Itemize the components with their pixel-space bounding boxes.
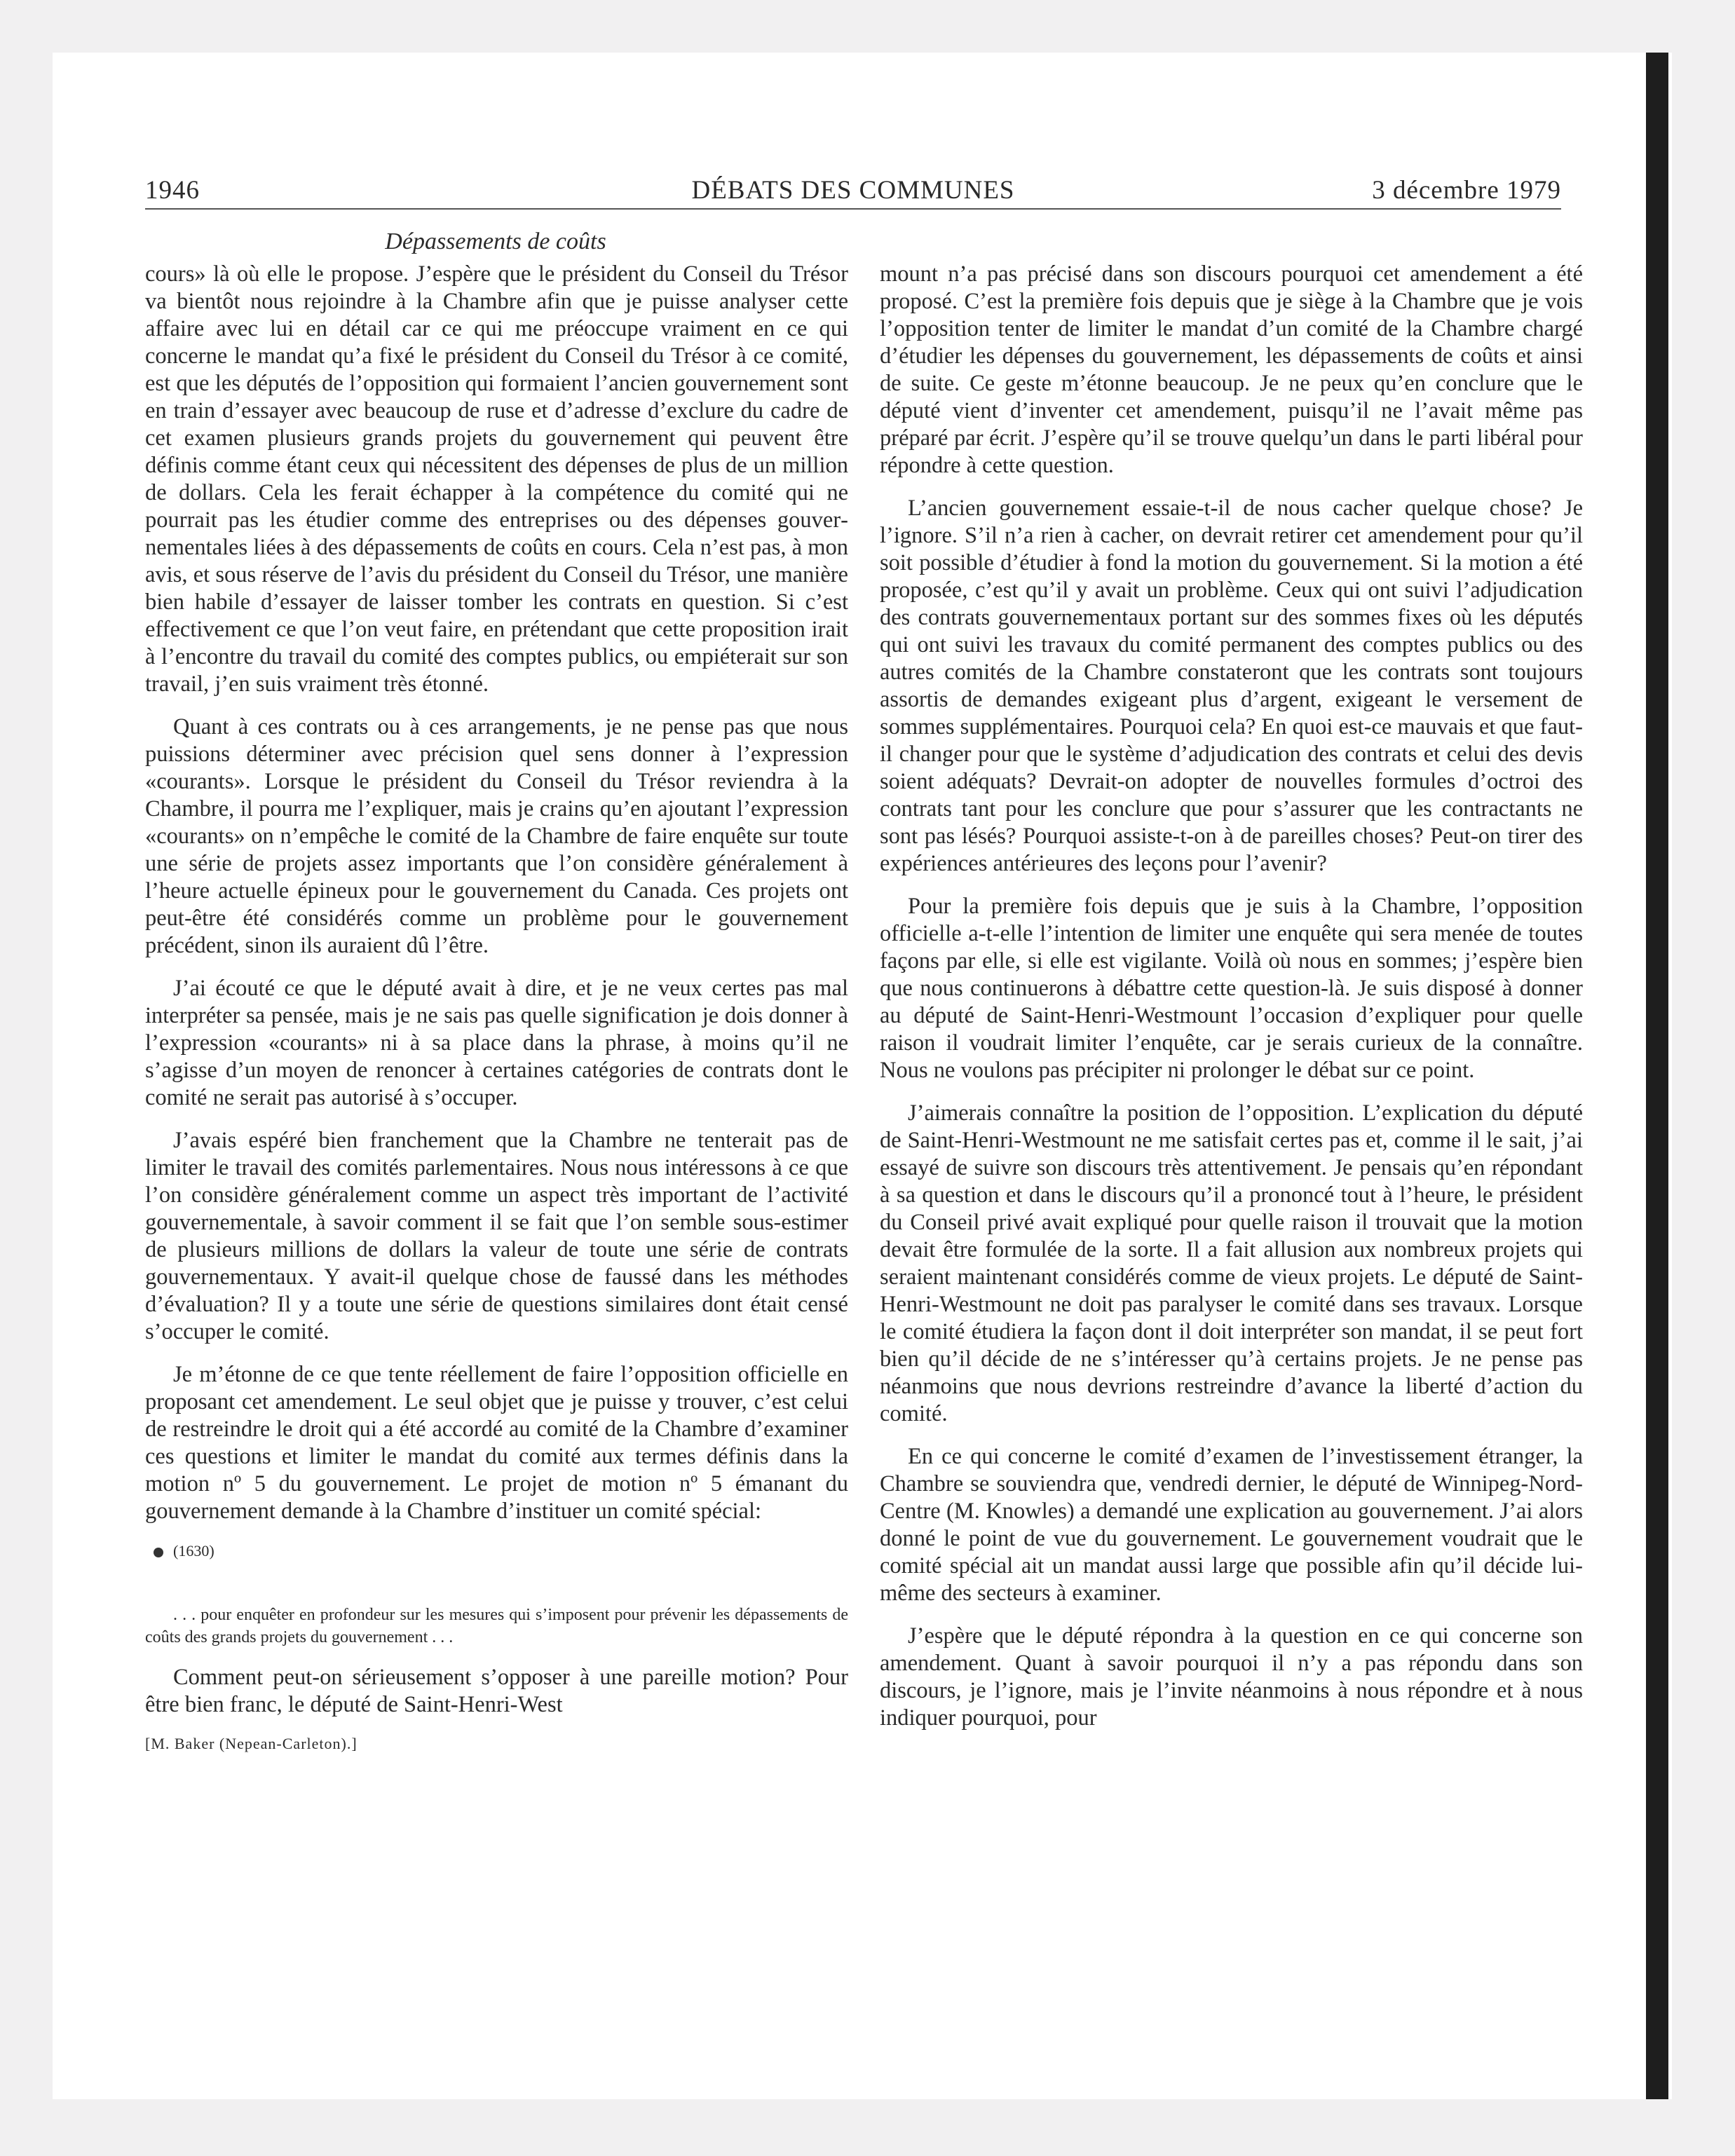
paragraph: L’ancien gouvernement essaie-t-il de nous cacher quelque chose? Je l’ignore. S’il n’a rien à cacher, on devrait retirer cet amendement pour qu’il soit possible d’étudier à fond la motion du gouvernement. Si la motion a été proposée, c’est qu’il y avait un problème. Ceux qui ont suivi l’adjudication des contrats gouvernementaux portant sur des sommes fixes où les députés qui ont suivi les travaux du comité permanent des comptes publics ou des autres comités de la Chambre constateront que les contrats sont toujours assortis de demandes exigeant plus d’argent, exigeant le versement de sommes supplémentaires. Pourquoi cela? En quoi est-ce mauvais et que faut-il changer pour que le système d’adjudication des contrats et celui des devis soient adéquats? Devrait-on adopter de nouvelles formules d’octroi des contrats tant pour les conclure que pour s’assurer que les contractants ne sont pas lésés? Pourquoi assiste-t-on à de pareilles choses? Peut-on tirer des expériences antérieures des leçons pour l’avenir? <box>880 496 1583 876</box>
time-marker-text: (1630) <box>173 1542 215 1560</box>
paragraph: Quant à ces contrats ou à ces arrangements, je ne pense pas que nous puissions déterminer avec précision quel sens donner à l’expression «courants». Lorsque le président du Conseil du Trésor reviendra à la Chambre, il pourra me l’expliquer, mais je crains qu’en ajoutant l’expression «courants» on n’empêche le comité de la Chambre de faire enquête sur toute une série de projets assez importants que l’on considère généralement à l’heure actuelle épineux pour le gouvernement du Canada. Ces projets ont peut-être été considérés comme un problème pour le gouvernement précédent, sinon ils auraient dû l’être. <box>145 714 848 958</box>
motion-quote: . . . pour enquêter en profondeur sur les mesures qui s’imposent pour prévenir les dépassements de coûts des grands projets du gouvernement . . . <box>145 1606 848 1646</box>
paragraph: cours» là où elle le propose. J’espère que le président du Conseil du Trésor va bientôt nous rejoindre à la Chambre afin que je puisse analyser cette affaire avec lui en détail car ce qui me préoccupe vraiment en ce qui concerne le mandat qu’a fixé le président du Conseil du Trésor à ce comité, est que les députés de l’opposition qui formaient l’ancien gouvernement sont en train d’essayer avec beaucoup de ruse et d’adresse d’exclure du cadre de cet examen plusieurs grands projets du gouvernement qui peuvent être définis comme étant ceux qui nécessitent des dépenses de plus de un million de dollars. Cela les ferait échapper à la compétence du comité qui ne pourrait pas les étudier comme des entreprises ou des dépenses gouvernementales liées à des dépassements de coûts en cours. Cela n’est pas, à mon avis, et sous réserve de l’avis du président du Conseil du Trésor, une manière bien habile d’essayer de laisser tomber les contrats en question. Si c’est effectivement ce que l’on veut faire, en prétendant que cette proposition irait à l’encontre du travail du comité des comptes publics, ou empiéterait sur son travail, j’en suis vraiment très étonné. <box>145 261 848 697</box>
paragraph: Pour la première fois depuis que je suis à la Chambre, l’opposition officielle a-t-elle l’intention de limiter une enquête qui sera menée de toutes façons par elle, si elle est vigilante. Voilà où nous en sommes; j’espère bien que nous continuerons à débattre cette question-là. Je suis disposé à donner au député de Saint-Henri-Westmount l’occasion d’expliquer pour quelle raison il voudrait limiter l’enquête, car je serais curieux de la connaître. Nous ne voulons pas précipiter ni prolonger le débat sur ce point. <box>880 894 1583 1083</box>
paragraph: En ce qui concerne le comité d’examen de l’investissement étranger, la Chambre se souviendra que, vendredi dernier, le député de Winnipeg-Nord-Centre (M. Knowles) a demandé une explication au gouvernement. J’ai alors donné le point de vue du gouvernement. Le gouvernement voudrait que le comité spécial ait un mandat aussi large que possible afin qu’il décide lui-même des secteurs à examiner. <box>880 1444 1583 1606</box>
publication-title: DÉBATS DES COMMUNES <box>691 176 1015 205</box>
issue-date: 3 décembre 1979 <box>1372 176 1561 205</box>
time-marker <box>145 1541 848 1562</box>
paragraph: J’ai écouté ce que le député avait à dire, et je ne veux certes pas mal interpréter sa pensée, mais je ne sais pas quelle signification je dois donner à l’expression «courants» ni à sa place dans la phrase, à moins qu’il ne s’agisse d’un moyen de renoncer à certaines catégories de contrats dont le comité ne serait pas autorisé à s’occuper. <box>145 976 848 1110</box>
paragraph: J’espère que le député répondra à la question en ce qui concerne son amendement. Quant à savoir pourquoi il n’y a pas répondu dans son discours, je l’ignore, mais je l’invite néanmoins à nous répondre et à nous indiquer pourquoi, pour <box>880 1623 1583 1731</box>
left-column <box>145 261 848 1754</box>
speaker-attribution: [M. Baker (Nepean-Carleton).] <box>145 1735 358 1752</box>
paragraph: mount n’a pas précisé dans son discours pourquoi cet amendement a été proposé. C’est la première fois depuis que je siège à la Chambre que je vois l’opposition tenter de limiter le mandat d’un comité de la Chambre chargé d’étudier les dépenses du gouvernement, les dépassements de coûts et ainsi de suite. Ce geste m’étonne beaucoup. Je ne peux qu’en conclure que le député vient d’inventer cet amendement, puisqu’il ne l’avait même pas préparé par écrit. J’espère qu’il se trouve quelqu’un dans le parti libéral pour répondre à cette question. <box>880 261 1583 478</box>
paragraph: Comment peut-on sérieusement s’opposer à une pareille motion? Pour être bien franc, le député de Saint-Henri-West <box>145 1665 848 1717</box>
paragraph: J’aimerais connaître la position de l’opposition. L’explication du député de Saint-Henri-Westmount ne me satisfait certes pas et, comme il le sait, j’ai essayé de suivre son discours très attentivement. Je pensais qu’en répondant à sa question et dans le discours qu’il a prononcé tout à l’heure, le président du Conseil privé avait expliqué pour quelle raison il trouvait que la motion devait être formulée de la sorte. Il a fait allusion aux nombreux projets qui seraient maintenant considérés comme de vieux projets. Le député de Saint-Henri-Westmount ne doit pas paralyser le comité dans ses travaux. Lorsque le comité étudiera la façon dont il doit interpréter son mandat, il se peut fort bien qu’il décide de ne s’intéresser qu’à certains projets. Je ne pense pas néanmoins que nous devrions restreindre d’avance la liberté d’action du comité. <box>880 1100 1583 1426</box>
paragraph: Je m’étonne de ce que tente réellement de faire l’opposition officielle en proposant cet amendement. Le seul objet que je puisse y trouver, c’est celui de restreindre le droit qui a été accordé au comité de la Chambre d’examiner ces questions et limiter le mandat du comité aux termes définis dans la motion nº 5 du gouvernement. Le projet de motion nº 5 émanant du gouvernement demande à la Chambre d’instituer un comité spécial: <box>145 1362 848 1524</box>
section-title: Dépassements de coûts <box>385 228 606 254</box>
bullet-dot-icon <box>154 1548 163 1557</box>
paragraph: J’avais espéré bien franchement que la Chambre ne tenterait pas de limiter le travail des comités parlementaires. Nous nous intéressons à ce que l’on considère généralement comme un aspect très important de l’activité gouvernementale, à savoir comment il se fait que l’on semble sous-estimer de plusieurs millions de dollars la valeur de toute une série de contrats gouvernementaux. Y avait-il quelque chose de faussé dans les méthodes d’évaluation? Il y a toute une série de questions similaires dont était censé s’occuper le comité. <box>145 1128 848 1344</box>
scan-edge-bar <box>1646 53 1668 2099</box>
header-rule <box>145 208 1561 210</box>
page-number: 1946 <box>145 176 200 205</box>
right-column <box>880 261 1583 1747</box>
